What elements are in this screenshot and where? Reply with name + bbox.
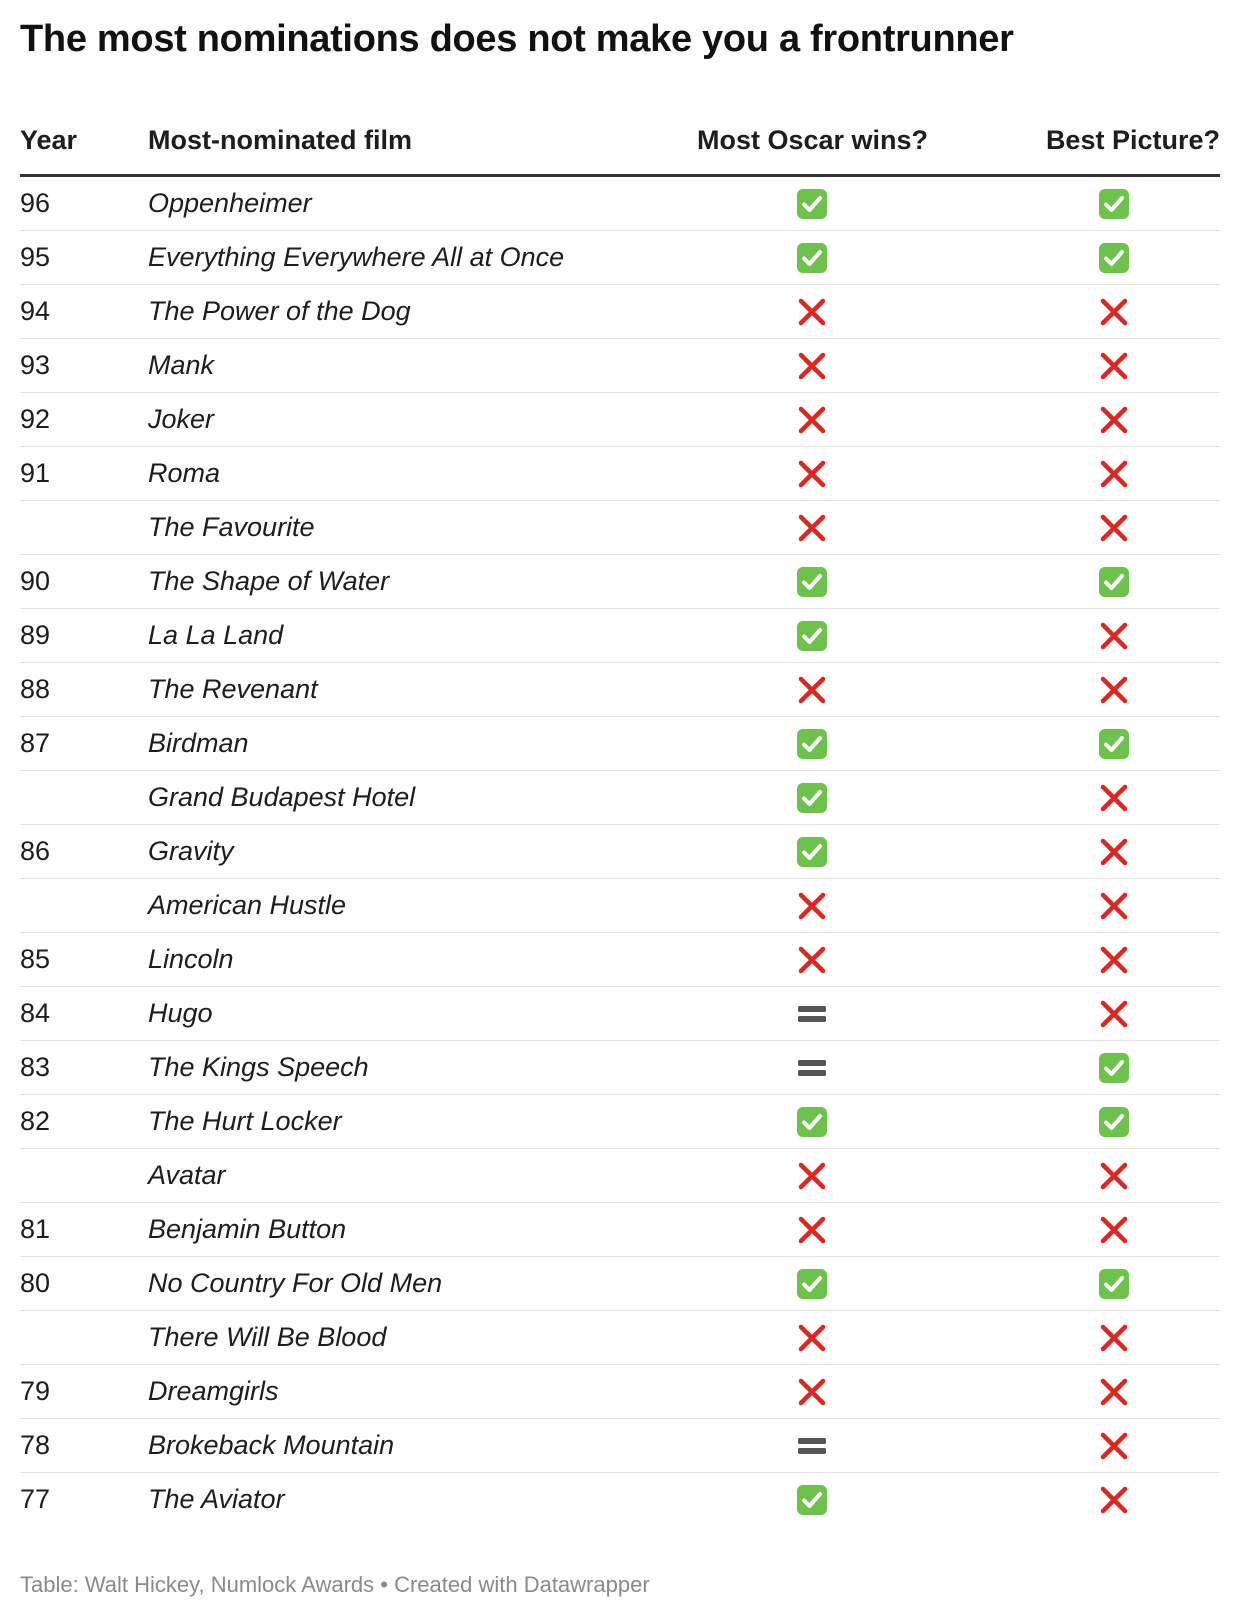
film-cell: The Revenant	[148, 674, 318, 704]
film-cell: Avatar	[148, 1160, 226, 1190]
most-wins-cell	[620, 663, 1005, 716]
cross-mark-icon	[796, 674, 828, 706]
film-cell: Grand Budapest Hotel	[148, 782, 416, 812]
most-wins-cell	[620, 231, 1005, 284]
film-cell: Hugo	[148, 998, 213, 1028]
table-row	[20, 447, 1220, 501]
best-picture-cell	[1005, 933, 1220, 986]
best-picture-cell	[1005, 609, 1220, 662]
film-cell: The Aviator	[148, 1484, 285, 1514]
table-row	[20, 933, 1220, 987]
most-wins-cell	[620, 717, 1005, 770]
year-cell: 83	[20, 1052, 51, 1082]
film-cell: Mank	[148, 350, 215, 380]
year-cell: 78	[20, 1430, 51, 1460]
white-check-mark-icon	[1098, 188, 1130, 220]
film-cell: The Favourite	[148, 512, 315, 542]
most-wins-cell	[620, 177, 1005, 230]
white-check-mark-icon	[796, 782, 828, 814]
film-cell: Gravity	[148, 836, 234, 866]
year-cell: 89	[20, 620, 51, 650]
table-row	[20, 1311, 1220, 1365]
cross-mark-icon	[1098, 1430, 1130, 1462]
film-cell: Joker	[148, 404, 215, 434]
year-cell: 96	[20, 188, 51, 218]
white-check-mark-icon	[796, 188, 828, 220]
table-row	[20, 663, 1220, 717]
table-body	[20, 177, 1220, 1527]
table-row	[20, 717, 1220, 771]
heavy-equals-sign-icon	[796, 1052, 828, 1084]
cross-mark-icon	[796, 458, 828, 490]
white-check-mark-icon	[796, 728, 828, 760]
page-title: The most nominations does not make you a frontrunner	[20, 18, 1014, 60]
cross-mark-icon	[796, 296, 828, 328]
table-header	[20, 115, 1220, 177]
film-cell: Brokeback Mountain	[148, 1430, 395, 1460]
best-picture-cell	[1005, 1419, 1220, 1472]
column-header-best-picture[interactable]: Best Picture?	[1045, 125, 1220, 155]
table-row	[20, 987, 1220, 1041]
year-cell: 79	[20, 1376, 51, 1406]
white-check-mark-icon	[796, 620, 828, 652]
film-cell: Everything Everywhere All at Once	[148, 242, 565, 272]
cross-mark-icon	[796, 944, 828, 976]
most-wins-cell	[620, 447, 1005, 500]
most-wins-cell	[620, 609, 1005, 662]
cross-mark-icon	[1098, 512, 1130, 544]
film-cell: No Country For Old Men	[148, 1268, 443, 1298]
year-cell: 86	[20, 836, 51, 866]
table-row	[20, 285, 1220, 339]
best-picture-cell	[1005, 501, 1220, 554]
film-cell: La La Land	[148, 620, 284, 650]
cross-mark-icon	[1098, 944, 1130, 976]
most-wins-cell	[620, 825, 1005, 878]
cross-mark-icon	[1098, 458, 1130, 490]
best-picture-cell	[1005, 447, 1220, 500]
table-row	[20, 555, 1220, 609]
source-credit: Table: Walt Hickey, Numlock Awards • Created with Datawrapper	[20, 1572, 650, 1597]
year-cell: 88	[20, 674, 51, 704]
film-cell: Lincoln	[148, 944, 234, 974]
cross-mark-icon	[796, 1322, 828, 1354]
year-cell: 94	[20, 296, 51, 326]
cross-mark-icon	[1098, 620, 1130, 652]
year-cell: 92	[20, 404, 51, 434]
table-row	[20, 771, 1220, 825]
table-row	[20, 1041, 1220, 1095]
white-check-mark-icon	[796, 566, 828, 598]
white-check-mark-icon	[1098, 728, 1130, 760]
column-header-year[interactable]: Year	[20, 125, 78, 155]
table-row	[20, 1257, 1220, 1311]
film-cell: Roma	[148, 458, 221, 488]
year-cell: 91	[20, 458, 51, 488]
best-picture-cell	[1005, 663, 1220, 716]
most-wins-cell	[620, 501, 1005, 554]
film-cell: Benjamin Button	[148, 1214, 347, 1244]
cross-mark-icon	[1098, 674, 1130, 706]
most-wins-cell	[620, 1041, 1005, 1094]
best-picture-cell	[1005, 1149, 1220, 1202]
best-picture-cell	[1005, 1203, 1220, 1256]
year-cell: 84	[20, 998, 51, 1028]
best-picture-cell	[1005, 339, 1220, 392]
film-cell: The Kings Speech	[148, 1052, 369, 1082]
white-check-mark-icon	[796, 1268, 828, 1300]
film-cell: The Hurt Locker	[148, 1106, 342, 1136]
best-picture-cell	[1005, 285, 1220, 338]
heavy-equals-sign-icon	[796, 998, 828, 1030]
table-row	[20, 1365, 1220, 1419]
best-picture-cell	[1005, 717, 1220, 770]
film-cell: There Will Be Blood	[148, 1322, 387, 1352]
white-check-mark-icon	[796, 836, 828, 868]
cross-mark-icon	[1098, 1376, 1130, 1408]
best-picture-cell	[1005, 987, 1220, 1040]
best-picture-cell	[1005, 555, 1220, 608]
best-picture-cell	[1005, 1473, 1220, 1526]
table-row	[20, 1473, 1220, 1527]
year-cell: 93	[20, 350, 51, 380]
film-cell: American Hustle	[148, 890, 347, 920]
best-picture-cell	[1005, 231, 1220, 284]
white-check-mark-icon	[1098, 1106, 1130, 1138]
most-wins-cell	[620, 1419, 1005, 1472]
table-row	[20, 825, 1220, 879]
film-cell: The Shape of Water	[148, 566, 390, 596]
film-cell: Oppenheimer	[148, 188, 312, 218]
cross-mark-icon	[1098, 836, 1130, 868]
most-wins-cell	[620, 285, 1005, 338]
year-cell: 90	[20, 566, 51, 596]
cross-mark-icon	[1098, 782, 1130, 814]
film-cell: Birdman	[148, 728, 249, 758]
most-wins-cell	[620, 1311, 1005, 1364]
cross-mark-icon	[1098, 1322, 1130, 1354]
most-wins-cell	[620, 555, 1005, 608]
cross-mark-icon	[1098, 998, 1130, 1030]
best-picture-cell	[1005, 1257, 1220, 1310]
cross-mark-icon	[796, 404, 828, 436]
year-cell: 95	[20, 242, 51, 272]
best-picture-cell	[1005, 825, 1220, 878]
most-wins-cell	[620, 933, 1005, 986]
table-row	[20, 393, 1220, 447]
white-check-mark-icon	[796, 1484, 828, 1516]
best-picture-cell	[1005, 1095, 1220, 1148]
cross-mark-icon	[1098, 404, 1130, 436]
white-check-mark-icon	[1098, 1052, 1130, 1084]
heavy-equals-sign-icon	[796, 1430, 828, 1462]
most-wins-cell	[620, 1149, 1005, 1202]
table-row	[20, 879, 1220, 933]
white-check-mark-icon	[1098, 1268, 1130, 1300]
most-wins-cell	[620, 339, 1005, 392]
best-picture-cell	[1005, 1365, 1220, 1418]
film-cell: Dreamgirls	[148, 1376, 279, 1406]
cross-mark-icon	[1098, 296, 1130, 328]
table-row	[20, 339, 1220, 393]
most-wins-cell	[620, 987, 1005, 1040]
cross-mark-icon	[1098, 350, 1130, 382]
best-picture-cell	[1005, 177, 1220, 230]
best-picture-cell	[1005, 879, 1220, 932]
cross-mark-icon	[796, 1214, 828, 1246]
cross-mark-icon	[796, 350, 828, 382]
table-row	[20, 609, 1220, 663]
cross-mark-icon	[1098, 1484, 1130, 1516]
table-row	[20, 1419, 1220, 1473]
white-check-mark-icon	[1098, 242, 1130, 274]
table-row	[20, 177, 1220, 231]
table-row	[20, 1203, 1220, 1257]
year-cell: 82	[20, 1106, 51, 1136]
most-wins-cell	[620, 393, 1005, 446]
table-row	[20, 501, 1220, 555]
awards-table	[20, 115, 1220, 1527]
year-cell: 87	[20, 728, 51, 758]
table-row	[20, 1149, 1220, 1203]
year-cell: 85	[20, 944, 51, 974]
most-wins-cell	[620, 1203, 1005, 1256]
cross-mark-icon	[796, 1160, 828, 1192]
table-row	[20, 1095, 1220, 1149]
best-picture-cell	[1005, 771, 1220, 824]
cross-mark-icon	[1098, 890, 1130, 922]
white-check-mark-icon	[796, 242, 828, 274]
best-picture-cell	[1005, 393, 1220, 446]
cross-mark-icon	[1098, 1214, 1130, 1246]
column-header-most-wins[interactable]: Most Oscar wins?	[696, 125, 929, 155]
cross-mark-icon	[796, 890, 828, 922]
best-picture-cell	[1005, 1041, 1220, 1094]
cross-mark-icon	[1098, 1160, 1130, 1192]
most-wins-cell	[620, 1365, 1005, 1418]
white-check-mark-icon	[1098, 566, 1130, 598]
cross-mark-icon	[796, 1376, 828, 1408]
film-cell: The Power of the Dog	[148, 296, 411, 326]
cross-mark-icon	[796, 512, 828, 544]
most-wins-cell	[620, 1257, 1005, 1310]
most-wins-cell	[620, 879, 1005, 932]
year-cell: 80	[20, 1268, 51, 1298]
most-wins-cell	[620, 1095, 1005, 1148]
white-check-mark-icon	[796, 1106, 828, 1138]
most-wins-cell	[620, 1473, 1005, 1526]
year-cell: 81	[20, 1214, 51, 1244]
year-cell: 77	[20, 1484, 51, 1514]
most-wins-cell	[620, 771, 1005, 824]
best-picture-cell	[1005, 1311, 1220, 1364]
table-row	[20, 231, 1220, 285]
column-header-film[interactable]: Most-nominated film	[148, 125, 412, 155]
